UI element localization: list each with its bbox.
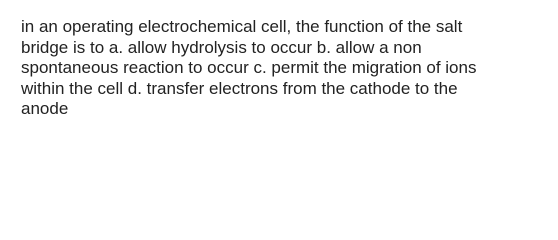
question-line: spontaneous reaction to occur c. permit the migration of ions [21,58,477,77]
question-line: anode [21,99,69,118]
question-line: within the cell d. transfer electrons from the cathode to the [21,78,458,98]
question-line: in an operating electrochemical cell, the function of the salt [21,17,463,36]
question-line: bridge is to a. allow hydrolysis to occur b. allow a non [21,37,422,57]
question-text [21,17,541,120]
